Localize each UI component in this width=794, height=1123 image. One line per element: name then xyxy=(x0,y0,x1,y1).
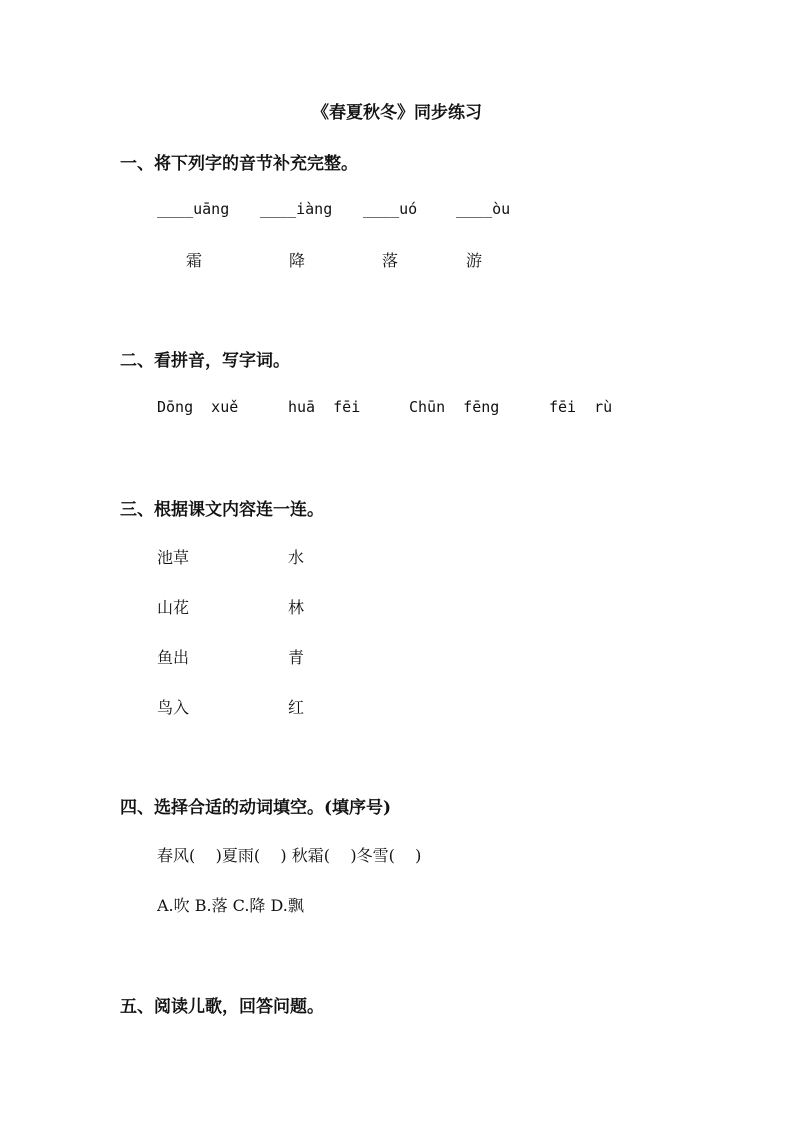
match-right-4: 红 xyxy=(288,698,305,717)
section-1-heading: 一、将下列字的音节补充完整。 xyxy=(120,154,358,174)
match-right-1: 水 xyxy=(288,548,305,567)
section-3-heading: 三、根据课文内容连一连。 xyxy=(120,500,324,520)
char-2: 降 xyxy=(289,251,306,270)
pinyin-4: fēi rù xyxy=(549,398,613,416)
section-5-heading: 五、阅读儿歌，回答问题。 xyxy=(120,997,324,1017)
blank-1: ____uāng xyxy=(157,200,230,218)
match-left-2: 山花 xyxy=(157,598,190,617)
options-line: A.吹 B.落 C.降 D.飘 xyxy=(157,896,304,915)
pinyin-3: Chūn fēng xyxy=(409,398,500,416)
page-title: 《春夏秋冬》同步练习 xyxy=(312,103,482,123)
match-left-4: 鸟入 xyxy=(157,698,190,717)
blank-4: ____òu xyxy=(456,200,511,218)
match-left-1: 池草 xyxy=(157,548,190,567)
match-right-3: 青 xyxy=(288,648,305,667)
char-1: 霜 xyxy=(186,251,203,270)
char-4: 游 xyxy=(466,251,483,270)
pinyin-1: Dōng xuě xyxy=(157,398,239,416)
match-left-3: 鱼出 xyxy=(157,648,190,667)
char-3: 落 xyxy=(382,251,399,270)
section-2-heading: 二、看拼音，写字词。 xyxy=(120,351,290,371)
blank-3: ____uó xyxy=(363,200,418,218)
section-4-heading: 四、选择合适的动词填空。(填序号) xyxy=(120,798,392,818)
match-right-2: 林 xyxy=(288,598,305,617)
fill-line: 春风( )夏雨( ) 秋霜( )冬雪( ) xyxy=(157,846,422,865)
pinyin-2: huā fēi xyxy=(288,398,361,416)
blank-2: ____iàng xyxy=(260,200,333,218)
